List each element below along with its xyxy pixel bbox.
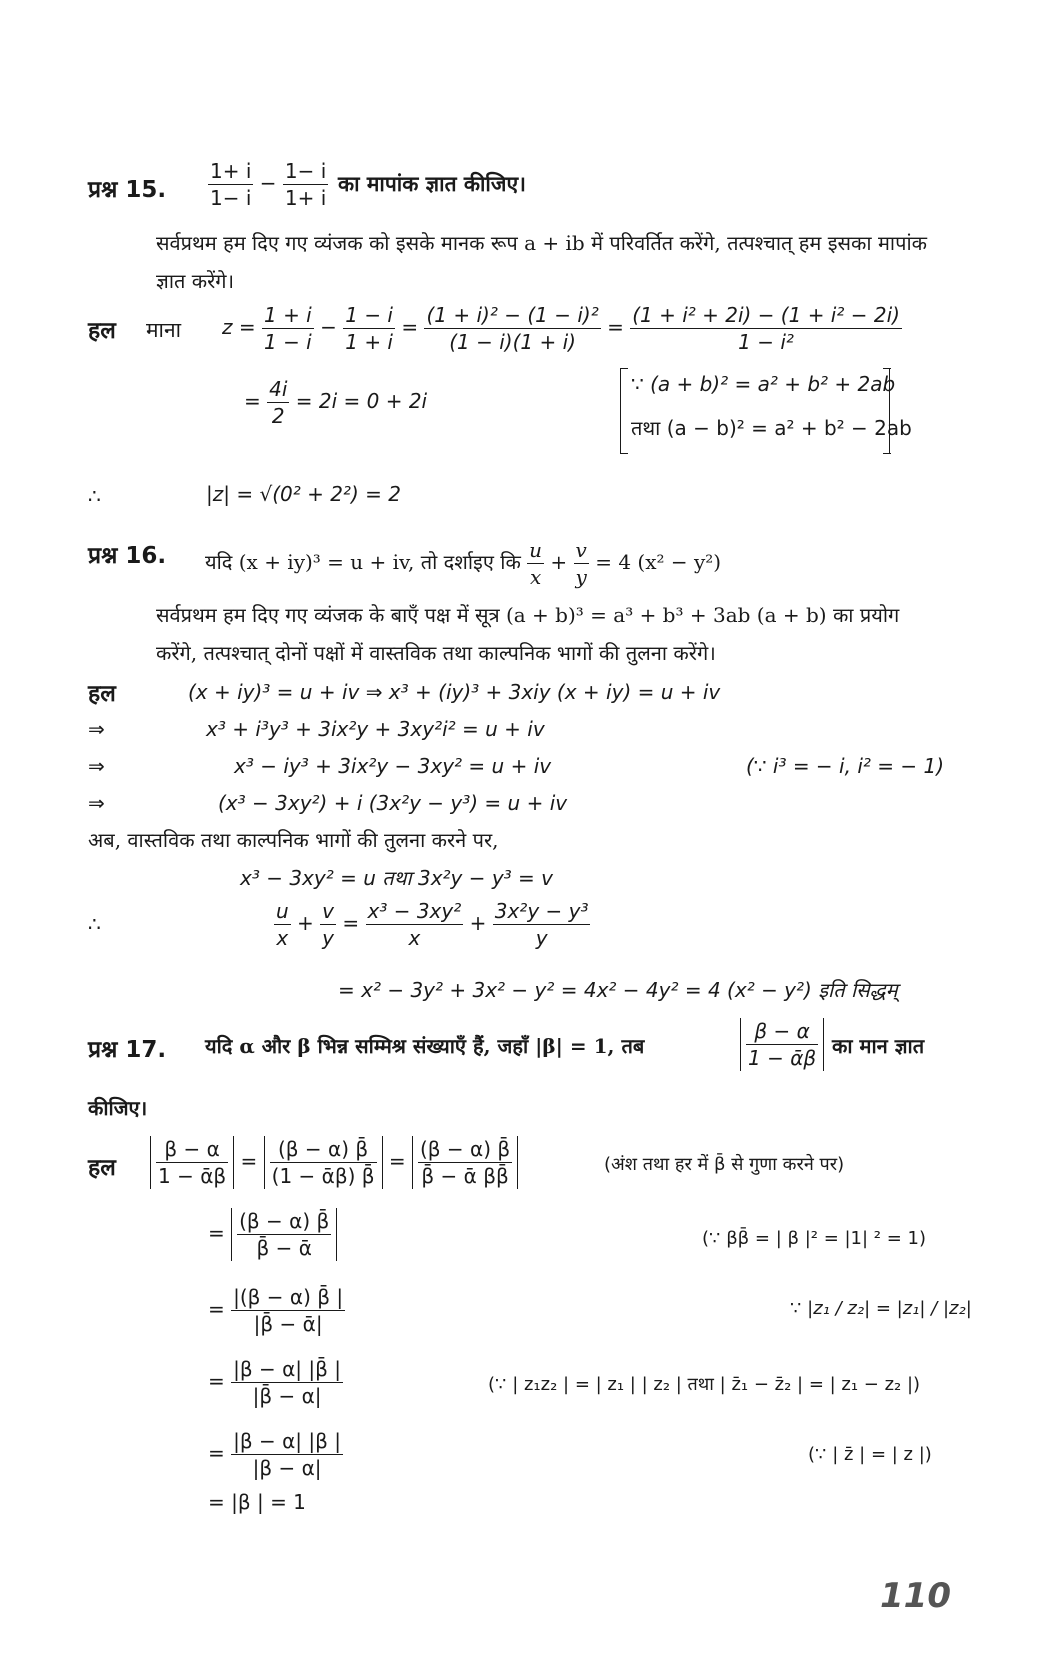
q16-label: प्रश्न 16.: [88, 543, 167, 569]
q17-note4: (∵ | z₁z₂ | = | z₁ | | z₂ | तथा | z̄₁ − z̄₂ | = | z₁ − z₂ |): [488, 1374, 921, 1395]
q15-step2-den: 2: [271, 404, 285, 428]
q17-g-num: |β − α| |β |: [233, 1429, 341, 1453]
q16-implies-2: ⇒: [88, 754, 105, 778]
q15-f1-num: 1 + i: [263, 303, 312, 327]
q16-statement: [205, 537, 721, 590]
q17-expr-num: β − α: [746, 1018, 818, 1045]
q17-note3: ∵ |z₁ / z₂| = |z₁| / |z₂|: [790, 1298, 972, 1319]
q15-frac1-den: 1− i: [210, 186, 252, 210]
q15-frac2-den: 1+ i: [284, 186, 327, 210]
q15-frac2-num: 1− i: [284, 159, 327, 183]
q15-therefore: ∴: [88, 484, 101, 508]
q16-line4: (x³ − 3xy²) + i (3x²y − y³) = u + iv: [218, 791, 568, 815]
q16-r2-den: y: [535, 926, 548, 950]
q16-l6-y: y: [322, 926, 335, 950]
q16-stmt-b: = 4 (x² − y²): [595, 550, 722, 574]
q17-c-den: β̄ − ᾱ ββ̄: [421, 1164, 509, 1188]
q17-g-den: |β − α|: [252, 1456, 322, 1480]
q17-result: = |β | = 1: [208, 1490, 306, 1514]
q15-tail: का मापांक ज्ञात कीजिए।: [338, 172, 527, 196]
q17-d-den: β̄ − ᾱ: [256, 1236, 312, 1260]
q15-z-eq: z =: [222, 315, 256, 339]
q15-mana: माना: [146, 318, 182, 342]
q17-e-num: |(β − α) β̄ |: [233, 1285, 344, 1309]
q17-stmt-c: कीजिए।: [88, 1096, 148, 1120]
q15-expression: [208, 158, 328, 211]
q17-step3: = $\frac{|(\beta - \alpha) \betā |}{\text{|β̄ − ᾱ|}}$: [208, 1285, 344, 1336]
q16-l6-v: v: [322, 899, 335, 923]
q15-f3-num: (1 + i)² − (1 − i)²: [426, 303, 599, 327]
q17-e-den: |β̄ − ᾱ|: [253, 1312, 323, 1336]
q15-minus: −: [259, 171, 277, 195]
q15-label: प्रश्न 15.: [88, 177, 167, 203]
q16-line3-note: (∵ i³ = − i, i² = − 1): [746, 754, 945, 778]
q16-line3: x³ − iy³ + 3ix²y − 3xy² = u + iv: [234, 754, 552, 778]
q15-f4-num: (1 + i² + 2i) − (1 + i² − 2i): [632, 303, 900, 327]
q16-final: = x² − 3y² + 3x² − y² = 4x² − 4y² = 4 (x² − y²) इति सिद्धम्: [338, 978, 898, 1002]
q16-plus: +: [550, 550, 568, 574]
q17-step1: $\frac{\beta - \alpha}{\text{1 − ᾱβ}}$ = $\frac{(\beta - \alpha) \betā}{\text{(1 − ᾱβ) β̄}}$ = $\frac{(\beta - \alpha) \betā}{\text{β̄ − ᾱ ββ̄}}$: [150, 1136, 518, 1189]
q17-step2: = $\frac{(\beta - \alpha) \betā}{\text{β̄ − ᾱ}}$: [208, 1208, 337, 1261]
q16-line1: (x + iy)³ = u + iv ⇒ x³ + (iy)³ + 3xiy (x + iy) = u + iv: [188, 680, 721, 704]
q17-d-num: (β − α) β̄: [239, 1209, 330, 1233]
q17-b-den: (1 − ᾱβ) β̄: [271, 1164, 375, 1188]
q17-c-num: (β − α) β̄: [420, 1137, 511, 1161]
q16-line2: x³ + i³y³ + 3ix²y + 3xy²i² = u + iv: [206, 717, 545, 741]
q17-f-den: |β̄ − α|: [252, 1384, 322, 1408]
q16-y: y: [575, 565, 587, 589]
q15-note-line1: ∵ (a + b)² = a² + b² + 2ab: [631, 372, 896, 396]
q15-hal: हल: [88, 318, 116, 344]
q16-line5: x³ − 3xy² = u तथा 3x²y − y³ = v: [240, 866, 554, 890]
q17-a-num: β − α: [156, 1136, 228, 1163]
q15-step2: = $\frac{4i}{2}$ = 2i = 0 + 2i: [244, 377, 428, 428]
q17-stmt-a: यदि α और β भिन्न सम्मिश्र संख्याएँ हैं, जहाँ |β| = 1, तब: [205, 1034, 645, 1058]
q15-step1: z = $\frac{1 + i}{1 - i}$ − $\frac{1 - i}{1 + i}$ = $\frac{\text{(1 + i)² − (1 − i)²}}{(1 - i)(1 + i)}$ = $\frac{\text{(1 + i² + 2i) − (1 + i² − 2i)}}{\text{1 − i²}}$: [222, 303, 900, 354]
q15-f4-den: 1 − i²: [738, 330, 794, 354]
q15-frac1-num: 1+ i: [210, 159, 252, 183]
q15-f3-den: (1 − i)(1 + i): [449, 330, 576, 354]
q16-x: x: [529, 565, 542, 589]
q17-note5: (∵ | z̄ | = | z |): [808, 1444, 932, 1465]
q16-r1-num: x³ − 3xy²: [367, 899, 462, 923]
q15-step2-rest: = 2i = 0 + 2i: [295, 389, 428, 413]
q15-f2-num: 1 − i: [345, 303, 393, 327]
q15-note-line2: तथा (a − b)² = a² + b² − 2ab: [631, 416, 912, 440]
q16-r2-num: 3x²y − y³: [494, 899, 589, 923]
q15-identity-note: [620, 368, 912, 454]
page-number: 110: [880, 1576, 951, 1616]
q17-b-num: (β − α) β̄: [270, 1136, 377, 1163]
q16-l6-x: x: [276, 926, 289, 950]
q17-step5: = $\frac{|\beta - \alpha| |\beta |}{|\beta - \alpha|}$: [208, 1429, 341, 1480]
q17-f-num: |β − α| |β̄ |: [233, 1357, 341, 1381]
q16-compare: अब, वास्तविक तथा काल्पनिक भागों की तुलना करने पर,: [88, 828, 499, 852]
q16-u: u: [529, 538, 543, 562]
q17-note2: (∵ ββ̄ = | β |² = |1| ² = 1): [702, 1228, 927, 1249]
q15-f2-den: 1 + i: [345, 330, 393, 354]
q16-stmt-a: यदि (x + iy)³ = u + iv, तो दर्शाइए कि: [205, 550, 521, 574]
q16-l6-u: u: [276, 899, 289, 923]
q16-v: v: [575, 538, 587, 562]
q15-f1-den: 1 − i: [263, 330, 312, 354]
q17-a-den: 1 − ᾱβ: [158, 1164, 227, 1188]
q16-hal: हल: [88, 681, 116, 707]
q16-line6: $\frac{u}{x}$ + $\frac{v}{y}$ = $\frac{\text{x³ − 3xy²}}{x}$ + $\frac{\text{3x²y − y³}}{y}$: [276, 899, 589, 950]
q17-stmt-b: का मान ज्ञात: [832, 1034, 925, 1058]
q16-implies-3: ⇒: [88, 791, 105, 815]
q15-intro: सर्वप्रथम हम दिए गए व्यंजक को इसके मानक रूप a + ib में परिवर्तित करेंगे, तत्पश्चात् हम इसका मापांक ज्ञात करेंगे।: [156, 231, 927, 293]
q16-r1-den: x: [408, 926, 421, 950]
q15-step2-num: 4i: [269, 377, 288, 401]
q17-expression: [740, 1018, 824, 1071]
q17-step4: = $\frac{|\beta - \alpha| |\betā |}{|\betā - \alpha|}$: [208, 1357, 341, 1408]
q17-expr-den: 1 − ᾱβ: [748, 1046, 817, 1070]
q16-intro: सर्वप्रथम हम दिए गए व्यंजक के बाएँ पक्ष में सूत्र (a + b)³ = a³ + b³ + 3ab (a + b) का प्रयोग करेंगे, तत्पश्चात् दोनों पक्षों में वास्तविक तथा काल्पनिक भागों की तुलना करेंगे।: [156, 603, 900, 665]
q17-hal: हल: [88, 1155, 116, 1181]
q16-therefore: ∴: [88, 912, 101, 936]
q16-implies-1: ⇒: [88, 717, 105, 741]
q17-note1: (अंश तथा हर में β̄ से गुणा करने पर): [604, 1154, 845, 1175]
q17-label: प्रश्न 17.: [88, 1037, 167, 1063]
q15-modulus: |z| = √(0² + 2²) = 2: [206, 482, 401, 506]
